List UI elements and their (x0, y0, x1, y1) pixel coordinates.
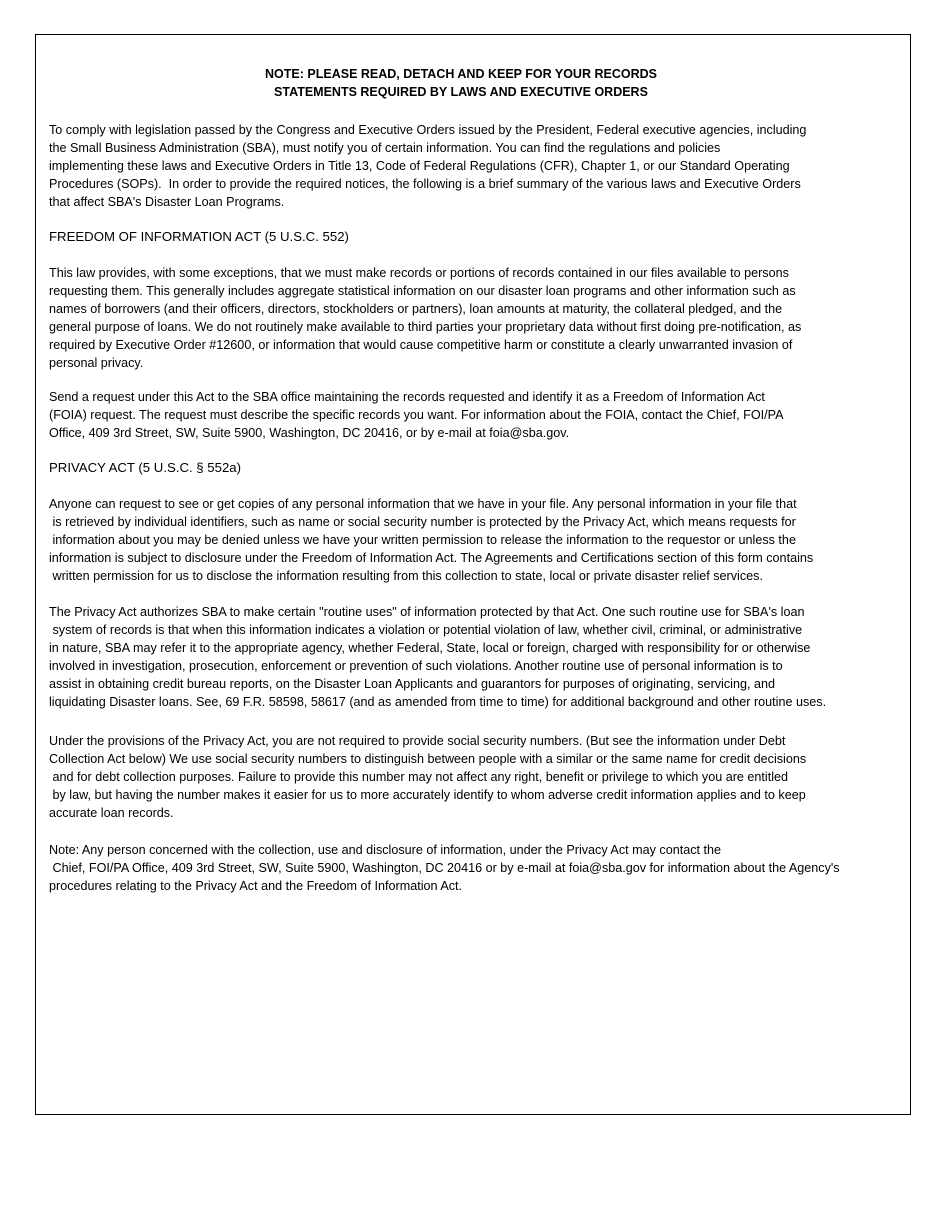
text-line: The Privacy Act authorizes SBA to make certain "routine uses" of information protected by that Act. One such routine use for SBA's loan (49, 605, 805, 619)
text-line: that affect SBA's Disaster Loan Programs. (49, 195, 285, 210)
text-line: names of borrowers (and their officers, directors, stockholders or partners), loan amounts at maturity, the collateral pledged, and the (49, 302, 783, 317)
text-line: written permission for us to disclose the information resulting from this collection to state, local or private disaster relief services. (49, 569, 763, 584)
privacy-paragraph-1 (49, 495, 813, 585)
text-line: This law provides, with some exceptions, that we must make records or portions of records contained in our files available to persons (49, 266, 789, 280)
text-line: Note: Any person concerned with the collection, use and disclosure of information, under the Privacy Act may contact the (49, 843, 722, 857)
text-line: Chief, FOI/PA Office, 409 3rd Street, SW, Suite 5900, Washington, DC 20416 or by e-mail at foia@sba.gov for information about the Agency's (49, 861, 840, 876)
text-line: To comply with legislation passed by the Congress and Executive Orders issued by the President, Federal executive agencies, including (49, 123, 807, 137)
text-line: Procedures (SOPs). In order to provide the required notices, the following is a brief summary of the various laws and Executive Orders (49, 177, 801, 192)
text-line: Office, 409 3rd Street, SW, Suite 5900, Washington, DC 20416, or by e-mail at foia@sba.gov. (49, 426, 570, 441)
text-line: procedures relating to the Privacy Act and the Freedom of Information Act. (49, 879, 463, 894)
text-line: information is subject to disclosure under the Freedom of Information Act. The Agreements and Certifications section of this form contains (49, 551, 814, 566)
text-line: Collection Act below) We use social security numbers to distinguish between people with a similar or the same name for credit decisions (49, 752, 807, 767)
foia-paragraph-2 (49, 388, 784, 442)
text-line: by law, but having the number makes it easier for us to more accurately identify to whom adverse credit information applies and to keep (49, 788, 806, 803)
text-line: assist in obtaining credit bureau reports, on the Disaster Loan Applicants and guarantors for purposes of originating, servicing, and (49, 677, 775, 692)
text-line: Send a request under this Act to the SBA office maintaining the records requested and identify it as a Freedom of Information Act (49, 390, 765, 404)
text-line: requesting them. This generally includes aggregate statistical information on our disaster loan programs and other information such as (49, 284, 796, 299)
text-line: Under the provisions of the Privacy Act, you are not required to provide social security numbers. (But see the information under Debt (49, 734, 786, 748)
text-line: in nature, SBA may refer it to the appropriate agency, whether Federal, State, local or foreign, charged with responsibility for or otherwise (49, 641, 811, 656)
text-line: and for debt collection purposes. Failure to provide this number may not affect any right, benefit or privilege to which you are entitled (49, 770, 789, 785)
privacy-note (49, 841, 840, 895)
text-line: accurate loan records. (49, 806, 174, 821)
text-line: general purpose of loans. We do not routinely make available to third parties your proprietary data without first doing pre-notification, as (49, 320, 802, 335)
foia-heading: FREEDOM OF INFORMATION ACT (5 U.S.C. 552) (49, 229, 349, 244)
text-line: the Small Business Administration (SBA), must notify you of certain information. You can find the regulations and policies (49, 141, 721, 156)
text-line: required by Executive Order #12600, or information that would cause competitive harm or constitute a clearly unwarranted invasion of (49, 338, 793, 353)
text-line: involved in investigation, prosecution, enforcement or prevention of such violations. Another routine use of personal information is to (49, 659, 783, 674)
text-line: (FOIA) request. The request must describe the specific records you want. For information about the FOIA, contact the Chief, FOI/PA (49, 408, 784, 423)
text-line: information about you may be denied unless we have your written permission to release the information to the requestor or unless the (49, 533, 796, 548)
text-line: is retrieved by individual identifiers, such as name or social security number is protected by the Privacy Act, which means requests for (49, 515, 796, 530)
text-line: system of records is that when this information indicates a violation or potential violation of law, whether civil, criminal, or administrative (49, 623, 803, 638)
intro-paragraph (49, 121, 806, 211)
privacy-paragraph-3 (49, 732, 806, 822)
foia-paragraph-1 (49, 264, 801, 373)
text-line: implementing these laws and Executive Orders in Title 13, Code of Federal Regulations (CFR), Chapter 1, or our Standard Operating (49, 159, 790, 174)
text-line: personal privacy. (49, 356, 144, 371)
notice-title: NOTE: PLEASE READ, DETACH AND KEEP FOR YOUR RECORDS (265, 67, 657, 81)
text-line: Anyone can request to see or get copies of any personal information that we have in your file. Any personal information in your file that (49, 497, 797, 511)
document-frame (35, 34, 911, 1115)
privacy-heading: PRIVACY ACT (5 U.S.C. § 552a) (49, 460, 242, 475)
text-line: liquidating Disaster loans. See, 69 F.R. 58598, 58617 (and as amended from time to time) for additional background and other routine uses. (49, 695, 827, 710)
notice-subtitle: STATEMENTS REQUIRED BY LAWS AND EXECUTIVE ORDERS (274, 85, 648, 99)
privacy-paragraph-2 (49, 603, 826, 712)
